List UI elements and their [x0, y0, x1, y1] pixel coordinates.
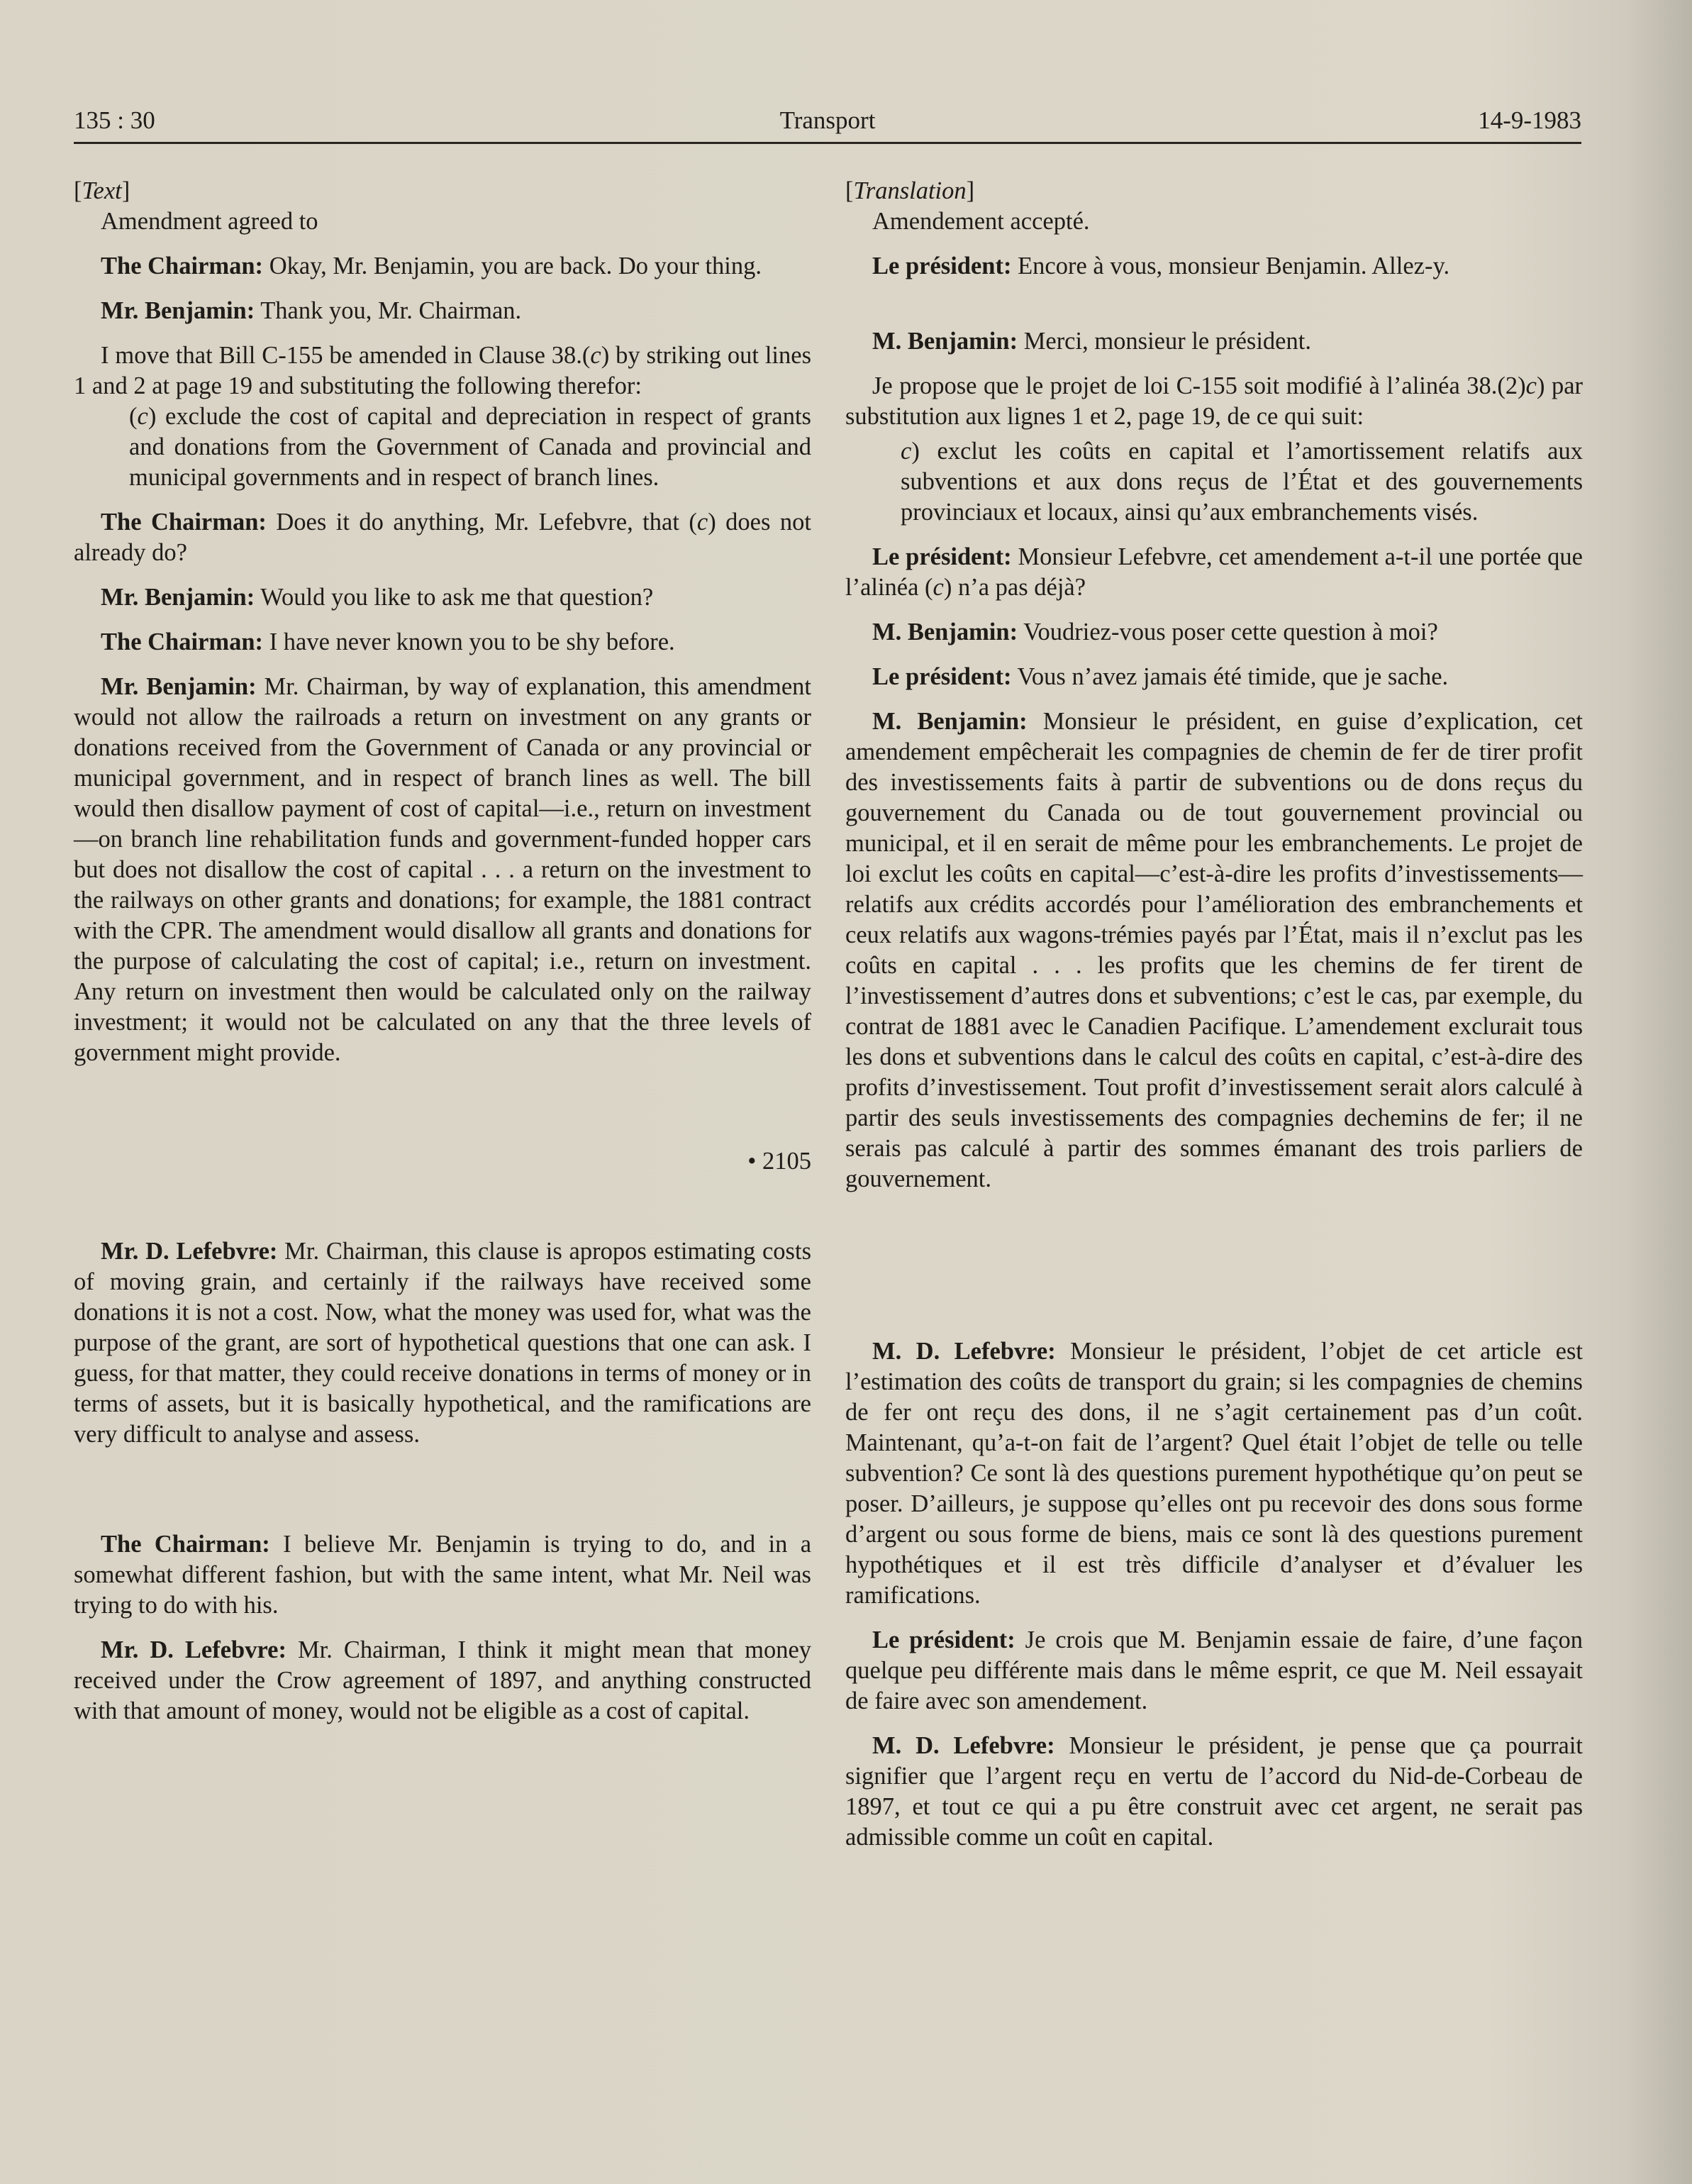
paragraph: M. Benjamin: Monsieur le président, en guise d’explication, cet amendement empêcherait les compagnies de chemin de fer de tirer profit des investissements faits à partir de subventions ou de dons reçus du gouvernement du Canada ou de tout gouvernement provincial ou municipal, et il en serait de même pour les embranchements. Le projet de loi exclut les coûts en capital—c’est-à-dire les profits d’investissements—relatifs aux crédits accordés pour l’amélioration des embranchements et ceux relatifs aux wagons-trémies payés par l’État, mais il n’exclut pas les coûts en capital . . . les profits que les chemins de fer tirent de l’investissement d’autres dons et subventions; c’est le cas, par exemple, du contrat de 1881 avec le Canadien Pacifique. L’amendement exclurait tous les dons et subventions dans le calcul des coûts en capital, c’est-à-dire des profits d’investissement. Tout profit d’investissement serait alors calculé à partir des seuls investissements des compagnies dechemins de fer; il ne serais pas calculé à partir des sommes émanant des trois parliers de gouvernement.: [845, 708, 1583, 1192]
page-header: [74, 104, 1581, 144]
paragraph: Mr. Benjamin: Thank you, Mr. Chairman.: [101, 297, 522, 324]
language-tag: [Text]: [74, 177, 130, 204]
speaker-name: Mr. Benjamin:: [101, 673, 257, 700]
paragraph: Amendement accepté.: [872, 208, 1090, 235]
paragraph: Mr. Benjamin: Would you like to ask me that question?: [101, 584, 654, 611]
paragraph: Mr. D. Lefebvre: Mr. Chairman, I think it might mean that money received under the Crow agreement of 1897, and anything constructed with that amount of money, would not be eligible as a cost of capital.: [74, 1636, 812, 1724]
committee-title: Transport: [779, 106, 876, 134]
paragraph: The Chairman: Okay, Mr. Benjamin, you are back. Do your thing.: [101, 253, 762, 279]
paragraph: Le président: Monsieur Lefebvre, cet amendement a-t-il une portée que l’alinéa (c) n’a pas déjà?: [845, 543, 1583, 601]
paragraph: M. D. Lefebvre: Monsieur le président, je pense que ça pourrait signifier que l’argent reçu en vertu de l’accord du Nid-de-Corbeau de 1897, et tout ce qui a pu être construit avec cet argent, ne serait pas admissible comme un coût en capital.: [845, 1732, 1583, 1851]
speaker-name: Le président:: [872, 253, 1012, 279]
paragraph: Amendment agreed to: [101, 208, 318, 235]
speaker-name: Mr. Benjamin:: [101, 297, 255, 324]
paragraph: Le président: Encore à vous, monsieur Benjamin. Allez-y.: [872, 253, 1450, 279]
paragraph: I move that Bill C-155 be amended in Clause 38.(c) by striking out lines 1 and 2 at page 19 and substituting the following therefor:: [74, 342, 811, 399]
session-date: 14-9-1983: [1478, 106, 1581, 134]
paragraph: M. Benjamin: Merci, monsieur le président.: [872, 328, 1311, 355]
speaker-name: Le président:: [872, 543, 1012, 570]
speaker-name: Mr. Benjamin:: [101, 584, 255, 611]
speaker-name: M. Benjamin:: [872, 328, 1018, 355]
language-tag: [Translation]: [845, 177, 975, 204]
amendment-text: (c) exclude the cost of capital and depreciation in respect of grants and donations from the Government of Canada and provincial and municipal governments and in respect of branch lines.: [129, 403, 811, 491]
paragraph: The Chairman: Does it do anything, Mr. Lefebvre, that (c) does not already do?: [74, 509, 811, 566]
paragraph: M. Benjamin: Voudriez-vous poser cette question à moi?: [872, 619, 1438, 645]
speaker-name: M. Benjamin:: [872, 619, 1018, 645]
english-column: [74, 176, 811, 1726]
speaker-name: M. Benjamin:: [872, 708, 1028, 735]
speaker-name: M. D. Lefebvre:: [872, 1338, 1056, 1365]
paragraph: The Chairman: I have never known you to be shy before.: [101, 628, 675, 655]
paragraph: Le président: Je crois que M. Benjamin essaie de faire, d’une façon quelque peu différente mais dans le même esprit, ce que M. Neil essayait de faire avec son amendement.: [845, 1626, 1583, 1714]
speaker-name: Le président:: [872, 663, 1012, 690]
time-marker: • 2105: [747, 1148, 811, 1175]
french-column: [845, 176, 1583, 1853]
speaker-name: Le président:: [872, 1626, 1015, 1653]
speaker-name: Mr. D. Lefebvre:: [101, 1636, 286, 1663]
speaker-name: The Chairman:: [101, 628, 264, 655]
paragraph: Mr. D. Lefebvre: Mr. Chairman, this clause is apropos estimating costs of moving grain, and certainly if the railways have received some donations it is not a cost. Now, what the money was used for, what was the purpose of the grant, are sort of hypothetical questions that one can ask. I guess, for that matter, they could receive donations in terms of money or in terms of assets, but it is basically hypothetical, and the ramifications are very difficult to analyse and assess.: [74, 1238, 811, 1448]
paragraph: Mr. Benjamin: Mr. Chairman, by way of explanation, this amendment would not allow the railroads a return on investment on any grants or donations received from the Government of Canada or any provincial or municipal government, and in respect of branch lines as well. The bill would then disallow payment of cost of capital—i.e., return on investment—on branch line rehabilitation funds and government-funded hopper cars but does not disallow the cost of capital . . . a return on the investment to the railways on other grants and donations; for example, the 1881 contract with the CPR. The amendment would disallow all grants and donations for the purpose of calculating the cost of capital; i.e., return on investment. Any return on investment then would be calculated only on the railway investment; it would not be calculated on any that the three levels of government might provide.: [74, 673, 811, 1066]
speaker-name: Mr. D. Lefebvre:: [101, 1238, 278, 1265]
speaker-name: M. D. Lefebvre:: [872, 1732, 1055, 1759]
page-number: 135 : 30: [74, 106, 155, 134]
speaker-name: The Chairman:: [101, 1531, 270, 1558]
paragraph: Je propose que le projet de loi C-155 soit modifié à l’alinéa 38.(2)c) par substitution aux lignes 1 et 2, page 19, de ce qui suit:: [845, 372, 1583, 430]
speaker-name: The Chairman:: [101, 253, 264, 279]
amendment-text: c) exclut les coûts en capital et l’amortissement relatifs aux subventions et aux dons reçus de l’État et des gouvernements provinciaux et locaux, ainsi qu’aux embranchements visés.: [901, 438, 1583, 526]
paragraph: M. D. Lefebvre: Monsieur le président, l’objet de cet article est l’estimation des coûts de transport du grain; si les compagnies de chemins de fer ont reçu des dons, il ne s’agit certainement pas d’un coût. Maintenant, qu’a-t-on fait de l’argent? Quel était l’objet de telle ou telle subvention? Ce sont là des questions purement hypothétique qu’on peut se poser. D’ailleurs, je suppose qu’elles ont pu recevoir des dons sous forme d’argent ou sous forme de biens, mais ce sont là des questions purement hypothétiques et il est très difficile d’analyser et d’évaluer les ramifications.: [845, 1338, 1584, 1609]
paragraph: Le président: Vous n’avez jamais été timide, que je sache.: [872, 663, 1449, 690]
speaker-name: The Chairman:: [101, 509, 267, 536]
paragraph: The Chairman: I believe Mr. Benjamin is trying to do, and in a somewhat different fashion, but with the same intent, what Mr. Neil was trying to do with his.: [74, 1531, 812, 1619]
